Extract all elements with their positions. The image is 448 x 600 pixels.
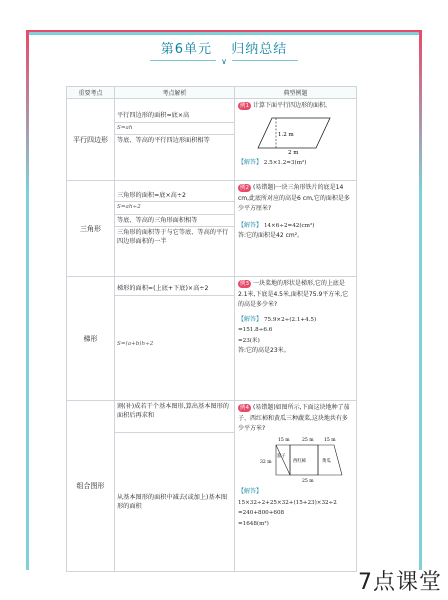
page-title — [0, 38, 448, 57]
frame-right-border — [419, 30, 422, 570]
watermark-logo: 7点课堂 — [358, 570, 442, 595]
answer-line: 75.9×2÷(2.1+4.5) — [263, 316, 317, 323]
example-question: 计算下面平行四边形的面积。 — [253, 102, 332, 109]
key-point-cell: 组合图形 — [67, 401, 115, 572]
analysis-text: 割(补)成若干个基本图形,算出基本图形的面积后再求和 — [115, 401, 234, 433]
frame-top-border — [28, 30, 420, 35]
example-badge: 例2 — [240, 185, 249, 191]
example-question: 一块菜地的形状是梯形,它的上底是2.1米,下底是4.5米,面积是75.9平方米,它的高是多少米? — [238, 280, 349, 308]
example-question: (易错题)一块三角形铁片的底是14 cm,此底所对应的高是6 cm,它的面积是多少平方厘米? — [238, 184, 350, 212]
height-label: 1.2 m — [278, 131, 294, 138]
table-row — [67, 277, 357, 401]
parallelogram-shape — [258, 118, 330, 148]
frame-left-border — [26, 30, 29, 570]
formula-text: S=(a+b)h÷2 — [117, 340, 154, 347]
answer-label: 【解答】 — [238, 221, 263, 229]
svg-text:32 m: 32 m — [260, 459, 272, 465]
formula-text: S=ah — [115, 123, 234, 135]
unit-label: 第6单元 — [160, 42, 213, 57]
chevron-down-icon: ∨ — [216, 57, 232, 67]
svg-text:25 m: 25 m — [302, 478, 314, 483]
answer-line: 15×32÷2+25×32+(15+23)×32÷2 — [238, 499, 337, 506]
key-point-cell: 梯形 — [67, 277, 115, 401]
example-cell — [235, 99, 357, 181]
table-row — [67, 99, 357, 181]
composite-field-figure — [238, 435, 352, 483]
analysis-text: 等底、等高的平行四边形面积相等 — [117, 136, 210, 144]
answer-line: 14×6÷2=42(cm²) — [263, 222, 315, 229]
formula-text: S=ah÷2 — [115, 202, 234, 214]
analysis-cell — [115, 99, 235, 181]
svg-text:黄瓜: 黄瓜 — [322, 458, 331, 464]
key-point-cell: 平行四边形 — [67, 99, 115, 181]
table-header-row — [67, 87, 357, 99]
table-row — [67, 181, 357, 277]
example-cell — [235, 181, 357, 277]
example-cell — [235, 277, 357, 401]
analysis-text: 三角形的面积=底×高÷2 — [115, 190, 234, 202]
answer-line: 答:它的高是23米。 — [238, 347, 290, 354]
answer-line: =240+800+608 — [238, 510, 285, 516]
analysis-cell — [115, 181, 235, 277]
answer-line: =23(米) — [238, 337, 260, 344]
svg-text:15 m: 15 m — [278, 437, 290, 443]
example-badge: 例3 — [240, 281, 249, 287]
parallelogram-figure — [238, 112, 350, 154]
analysis-cell — [115, 401, 235, 572]
svg-text:15 m: 15 m — [324, 437, 336, 443]
header-key-points: 重要考点 — [67, 87, 115, 99]
answer-line: =1648(m²) — [238, 520, 269, 527]
summary-table — [66, 86, 357, 572]
answer-label: 【解答】 — [238, 488, 263, 495]
svg-text:茄子: 茄子 — [277, 453, 286, 459]
analysis-text: 从基本图形的面积中减去(或加上)基本图形的面积 — [117, 493, 228, 510]
key-point-cell: 三角形 — [67, 181, 115, 277]
example-question: (易错题)如图所示,下面这块地种了茄子、西红柿和黄瓜三种蔬菜,这块地共有多少平方米? — [238, 404, 350, 432]
answer-line: =151.8÷6.6 — [238, 327, 273, 333]
example-badge: 例4 — [240, 405, 249, 411]
answer-label: 【解答】 — [238, 159, 263, 166]
example-badge: 例1 — [240, 103, 249, 109]
header-examples: 典型例题 — [235, 87, 357, 99]
table-row — [67, 401, 357, 572]
answer-line: 答:它的面积是42 cm²。 — [238, 232, 304, 239]
example-cell — [235, 401, 357, 572]
base-label: 2 m — [288, 149, 299, 154]
analysis-text: 平行四边形的面积=底×高 — [115, 110, 234, 122]
header-analysis: 考点解析 — [115, 87, 235, 99]
answer-line: 2.5×1.2=3(m²) — [263, 160, 307, 166]
answer-label: 【解答】 — [238, 315, 263, 323]
svg-text:25 m: 25 m — [302, 437, 314, 443]
analysis-text: 等底、等高的三角形面积相等 — [115, 215, 234, 227]
svg-text:西红柿: 西红柿 — [293, 458, 307, 464]
analysis-text: 三角形的面积等于与它等底、等高的平行四边形面积的一半 — [117, 228, 229, 245]
analysis-text: 梯形的面积=(上底+下底)×高÷2 — [115, 283, 234, 295]
section-name: 归纳总结 — [231, 42, 288, 57]
analysis-cell — [115, 277, 235, 401]
